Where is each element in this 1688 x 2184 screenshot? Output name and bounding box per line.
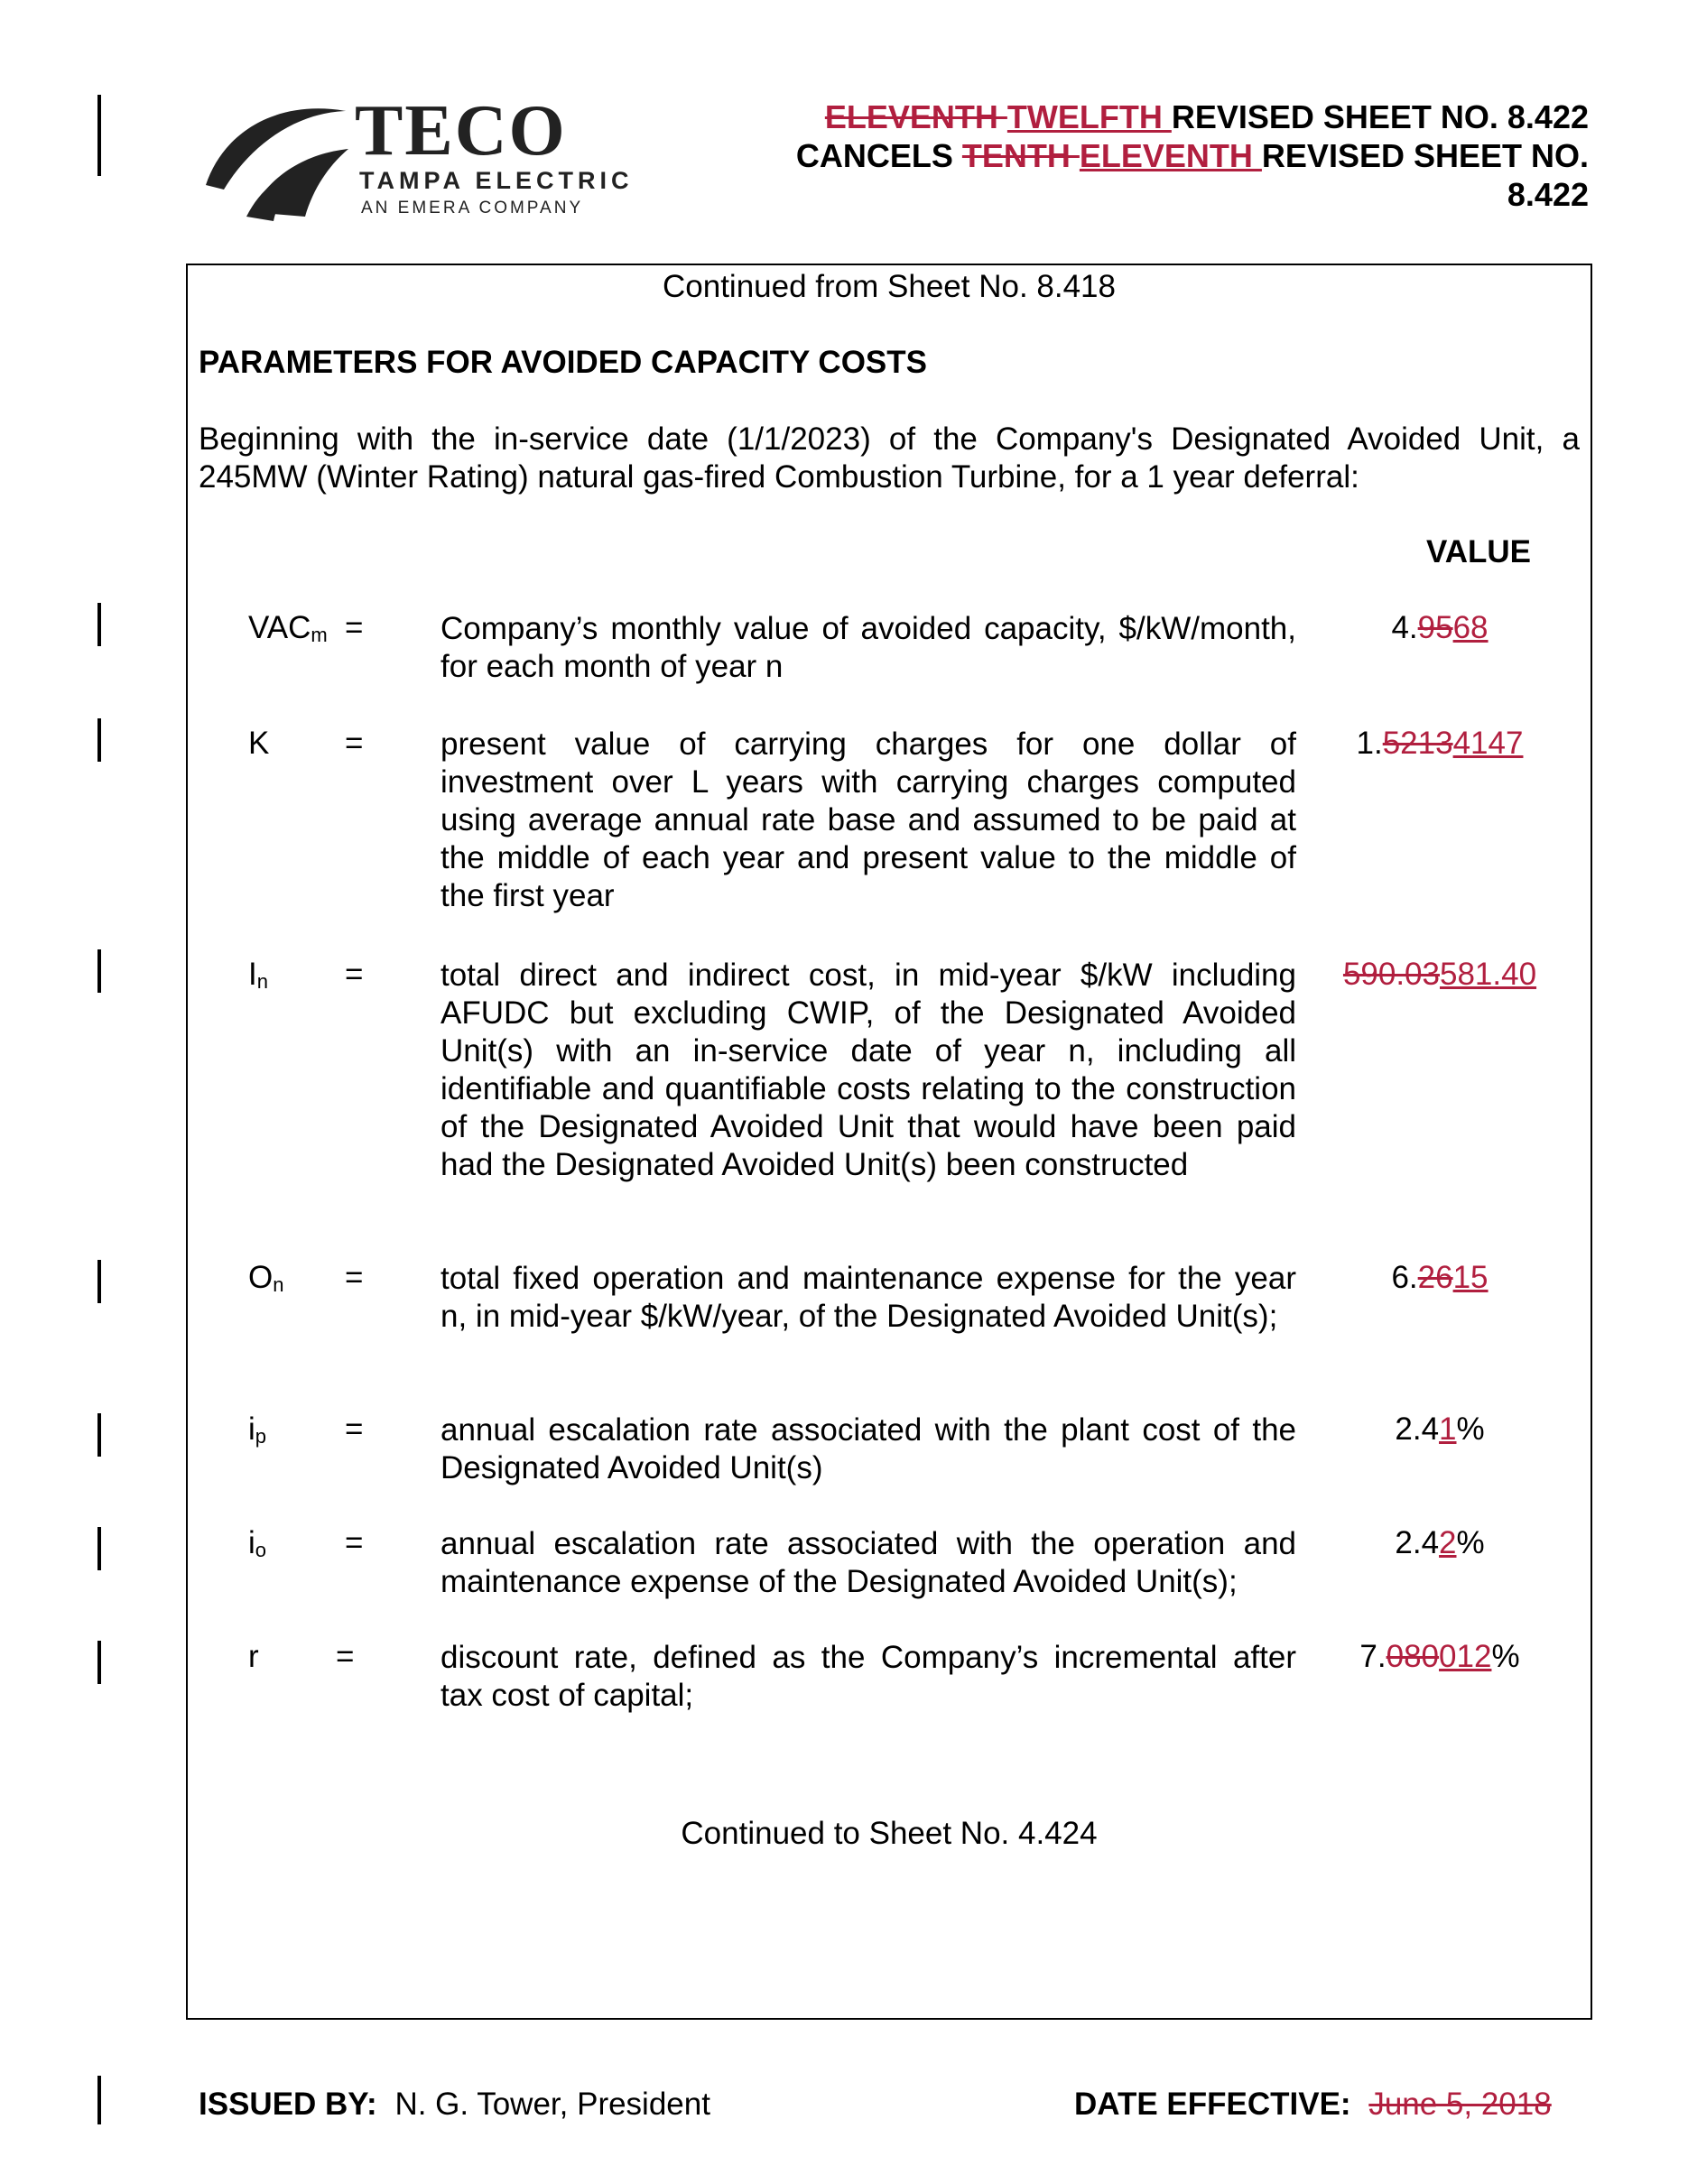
header-text: CANCELS <box>795 137 962 174</box>
inserted-text: ELEVENTH <box>1079 137 1262 174</box>
equals-sign: = <box>345 610 364 645</box>
parameter-symbol <box>248 1411 266 1448</box>
change-bar <box>97 603 101 646</box>
symbol-base: I <box>248 957 257 992</box>
value-text: % <box>1491 1639 1520 1674</box>
sheet-header-line2 <box>722 136 1589 175</box>
parameter-description: discount rate, defined as the Company’s incremental after tax cost of capital; <box>441 1640 1296 1713</box>
symbol-base: r <box>248 1639 259 1674</box>
header-text: REVISED SHEET NO. 8.422 <box>1171 98 1589 135</box>
parameter-symbol <box>248 957 268 994</box>
parameter-description: total direct and indirect cost, in mid-year $/kW including AFUDC but excluding CWIP, of the Designated Avoided Unit(s) with an in-service date of year n, including all identifiable and quantifiable costs relating to the construction of the Designated Avoided Unit that would have been paid had the Designated Avoided Unit(s) been constructed <box>441 958 1296 1182</box>
change-bar <box>97 1260 101 1303</box>
value-column-header: VALUE <box>1426 534 1532 569</box>
symbol-subscript: p <box>255 1425 267 1448</box>
value-text: 6. <box>1391 1260 1418 1295</box>
symbol-base: i <box>248 1525 255 1560</box>
issued-by <box>199 2087 710 2123</box>
parameter-value <box>1331 1639 1548 1675</box>
parameter-symbol <box>248 1260 283 1297</box>
inserted-value: 012 <box>1439 1639 1492 1674</box>
inserted-text: TWELFTH <box>1006 98 1172 135</box>
swoosh-icon <box>197 95 359 221</box>
parameter-symbol <box>248 1525 266 1562</box>
parameter-description: total fixed operation and maintenance expense for the year n, in mid-year $/kW/year, of the Designated Avoided Unit(s); <box>441 1261 1296 1334</box>
equals-sign: = <box>345 1260 364 1295</box>
header-text: REVISED SHEET NO. <box>1261 137 1589 174</box>
deleted-value: 26 <box>1417 1260 1453 1295</box>
change-bar <box>97 2076 101 2124</box>
sheet-header <box>722 97 1589 214</box>
parameter-value <box>1331 1260 1548 1296</box>
parameter-value <box>1331 1525 1548 1561</box>
inserted-value: 2 <box>1439 1525 1457 1560</box>
section-title: PARAMETERS FOR AVOIDED CAPACITY COSTS <box>199 345 927 380</box>
change-bar <box>97 718 101 762</box>
symbol-base: K <box>248 726 270 761</box>
symbol-subscript: n <box>273 1273 284 1296</box>
continued-to: Continued to Sheet No. 4.424 <box>681 1816 1098 1851</box>
equals-sign: = <box>345 1525 364 1560</box>
parameter-description: Company’s monthly value of avoided capacity, $/kW/month, for each month of year n <box>441 611 1296 684</box>
continued-from: Continued from Sheet No. 8.418 <box>663 269 1116 304</box>
parameter-description: annual escalation rate associated with the plant cost of the Designated Avoided Unit(s) <box>441 1412 1296 1485</box>
parameter-description: annual escalation rate associated with the operation and maintenance expense of the Designated Avoided Unit(s); <box>441 1526 1296 1599</box>
symbol-subscript: n <box>256 970 268 993</box>
company-logo <box>197 91 666 221</box>
symbol-base: i <box>248 1411 255 1447</box>
equals-sign: = <box>345 726 364 761</box>
inserted-value: 1 <box>1439 1411 1457 1447</box>
symbol-subscript: m <box>311 624 328 646</box>
inserted-value: 4147 <box>1452 726 1524 761</box>
parameter-value <box>1331 1411 1548 1448</box>
date-effective <box>1074 2087 1552 2123</box>
intro-paragraph: Beginning with the in-service date (1/1/2023) of the Company's Designated Avoided Unit, a 245MW (Winter Rating) natural gas-fired Combustion Turbine, for a 1 year deferral: <box>199 421 1580 495</box>
date-effective-label: DATE EFFECTIVE: <box>1074 2087 1351 2122</box>
deleted-value: 590.03 <box>1342 957 1440 992</box>
inserted-value: 68 <box>1452 610 1489 645</box>
change-bar <box>97 1641 101 1684</box>
value-text: 7. <box>1359 1639 1387 1674</box>
parameter-value <box>1331 726 1548 762</box>
change-bar <box>97 1527 101 1570</box>
equals-sign: = <box>345 1411 364 1447</box>
change-bar <box>97 1413 101 1457</box>
deleted-value: 95 <box>1417 610 1453 645</box>
parameter-value <box>1331 957 1548 993</box>
parameter-symbol <box>248 1639 259 1676</box>
deleted-value: 5213 <box>1382 726 1453 761</box>
logo-tagline: AN EMERA COMPANY <box>361 199 584 217</box>
deleted-value: 080 <box>1386 1639 1440 1674</box>
logo-wordmark: TECO <box>355 91 567 171</box>
logo-subline: TAMPA ELECTRIC <box>359 167 634 194</box>
parameter-value <box>1331 610 1548 646</box>
deleted-text: ELEVENTH <box>824 98 1007 135</box>
equals-sign: = <box>345 957 364 992</box>
inserted-value: 581.40 <box>1440 957 1537 992</box>
inserted-value: 15 <box>1452 1260 1489 1295</box>
parameter-description: present value of carrying charges for one dollar of investment over L years with carrying charges computed using average annual rate base and assumed to be paid at the middle of each year and present value to the middle of the first year <box>441 726 1296 913</box>
value-text: 1. <box>1356 726 1383 761</box>
sheet-header-line1 <box>722 97 1589 136</box>
sheet-header-line3: 8.422 <box>1507 176 1589 213</box>
value-text: 2.4 <box>1395 1525 1440 1560</box>
issued-by-name: N. G. Tower, President <box>394 2087 710 2122</box>
date-effective-value: June 5, 2018 <box>1368 2087 1552 2122</box>
equals-sign: = <box>336 1639 355 1674</box>
symbol-subscript: o <box>255 1539 267 1561</box>
value-text: % <box>1456 1525 1485 1560</box>
symbol-base: VAC <box>248 610 311 645</box>
parameter-symbol <box>248 610 328 647</box>
change-bar <box>97 949 101 993</box>
deleted-text: TENTH <box>961 137 1080 174</box>
issued-by-label: ISSUED BY: <box>199 2087 377 2122</box>
value-text: % <box>1456 1411 1485 1447</box>
change-bar <box>97 95 101 176</box>
value-text: 2.4 <box>1395 1411 1440 1447</box>
parameter-symbol <box>248 726 269 763</box>
symbol-base: O <box>248 1260 274 1295</box>
value-text: 4. <box>1391 610 1418 645</box>
